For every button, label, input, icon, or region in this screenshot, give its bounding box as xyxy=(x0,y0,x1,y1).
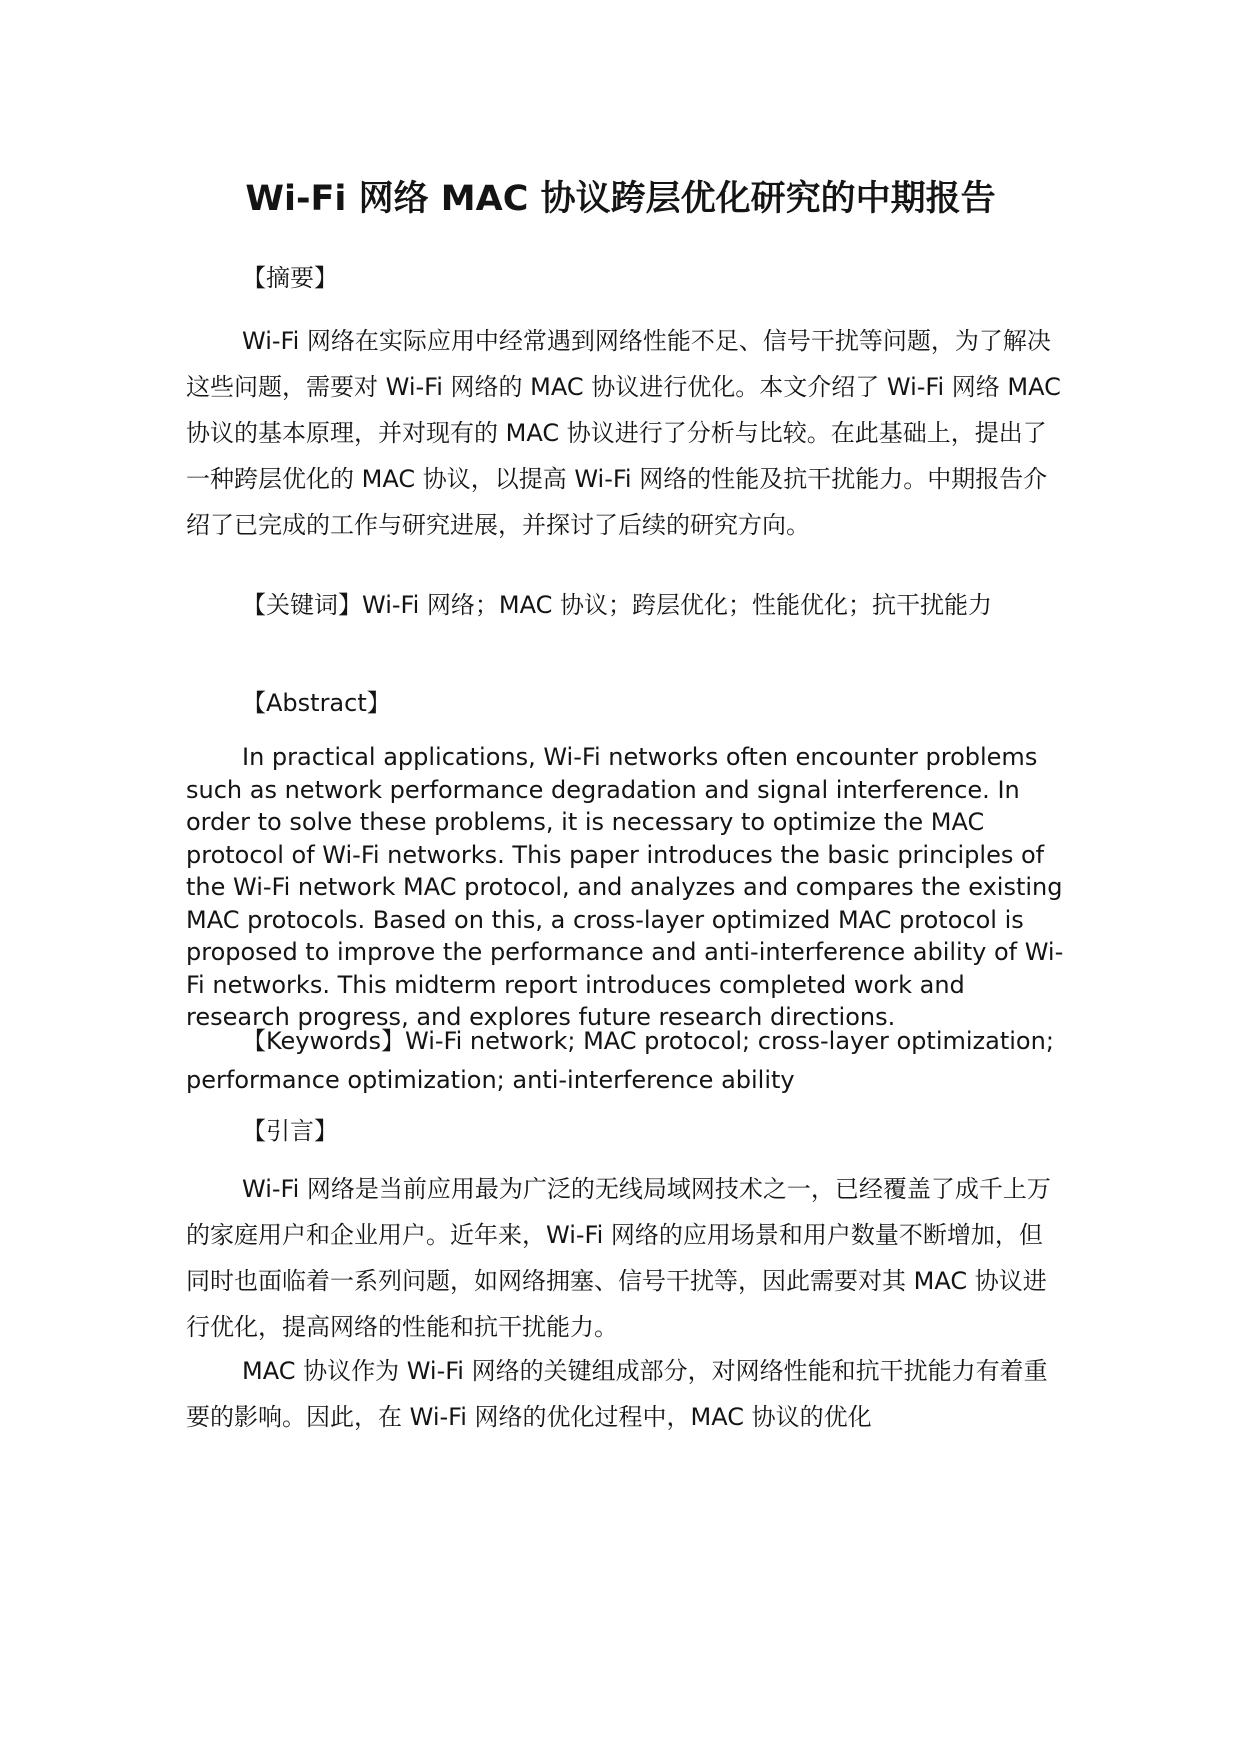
introduction-heading-block xyxy=(186,1111,1066,1151)
abstract-en-heading: 【Abstract】 xyxy=(242,689,391,717)
document-title: Wi-Fi 网络 MAC 协议跨层优化研究的中期报告 xyxy=(245,179,996,219)
abstract-cn-heading: 【摘要】 xyxy=(242,264,338,292)
introduction-paragraph-1: Wi-Fi 网络是当前应用最为广泛的无线局域网技术之一，已经覆盖了成千上万的家庭用户和企业用户。近年来，Wi-Fi 网络的应用场景和用户数量不断增加，但同时也面临着一系列问题，如网络拥塞、信号干扰等，因此需要对其 MAC 协议进行优化，提高网络的性能和抗干扰能力。 xyxy=(186,1175,1051,1341)
abstract-en-heading-block xyxy=(186,683,1066,723)
keywords-cn-text: 【关键词】Wi-Fi 网络；MAC 协议；跨层优化；性能优化；抗干扰能力 xyxy=(242,591,992,619)
abstract-cn-heading-block xyxy=(186,258,1066,298)
abstract-en-block xyxy=(186,741,1066,1034)
keywords-en-block xyxy=(186,1022,1066,1100)
introduction-para2-block xyxy=(186,1348,1066,1440)
abstract-cn-block xyxy=(186,318,1066,548)
keywords-en-text: 【Keywords】Wi-Fi network; MAC protocol; cross-layer optimization; performance optimization; anti-interference ability xyxy=(186,1027,1054,1094)
introduction-heading: 【引言】 xyxy=(242,1117,338,1145)
abstract-en-text: In practical applications, Wi-Fi networks often encounter problems such as network performance degradation and signal interference. In order to solve these problems, it is necessary to optimize the MAC protocol of Wi-Fi networks. This paper introduces the basic principles of the Wi-Fi network MAC protocol, and analyzes and compares the existing MAC protocols. Based on this, a cross-layer optimized MAC protocol is proposed to improve the performance and anti-interference ability of Wi-Fi networks. This midterm report introduces completed work and research progress, and explores future research directions. xyxy=(186,743,1064,1031)
keywords-cn-block xyxy=(186,582,1066,628)
introduction-paragraph-2: MAC 协议作为 Wi-Fi 网络的关键组成部分，对网络性能和抗干扰能力有着重要的影响。因此，在 Wi-Fi 网络的优化过程中，MAC 协议的优化 xyxy=(186,1357,1048,1431)
abstract-cn-text: Wi-Fi 网络在实际应用中经常遇到网络性能不足、信号干扰等问题，为了解决这些问题，需要对 Wi-Fi 网络的 MAC 协议进行优化。本文介绍了 Wi-Fi 网络 MAC 协议的基本原理，并对现有的 MAC 协议进行了分析与比较。在此基础上，提出了一种跨层优化的 MAC 协议，以提高 Wi-Fi 网络的性能及抗干扰能力。中期报告介绍了已完成的工作与研究进展，并探讨了后续的研究方向。 xyxy=(186,327,1061,539)
introduction-para1-block xyxy=(186,1166,1066,1350)
